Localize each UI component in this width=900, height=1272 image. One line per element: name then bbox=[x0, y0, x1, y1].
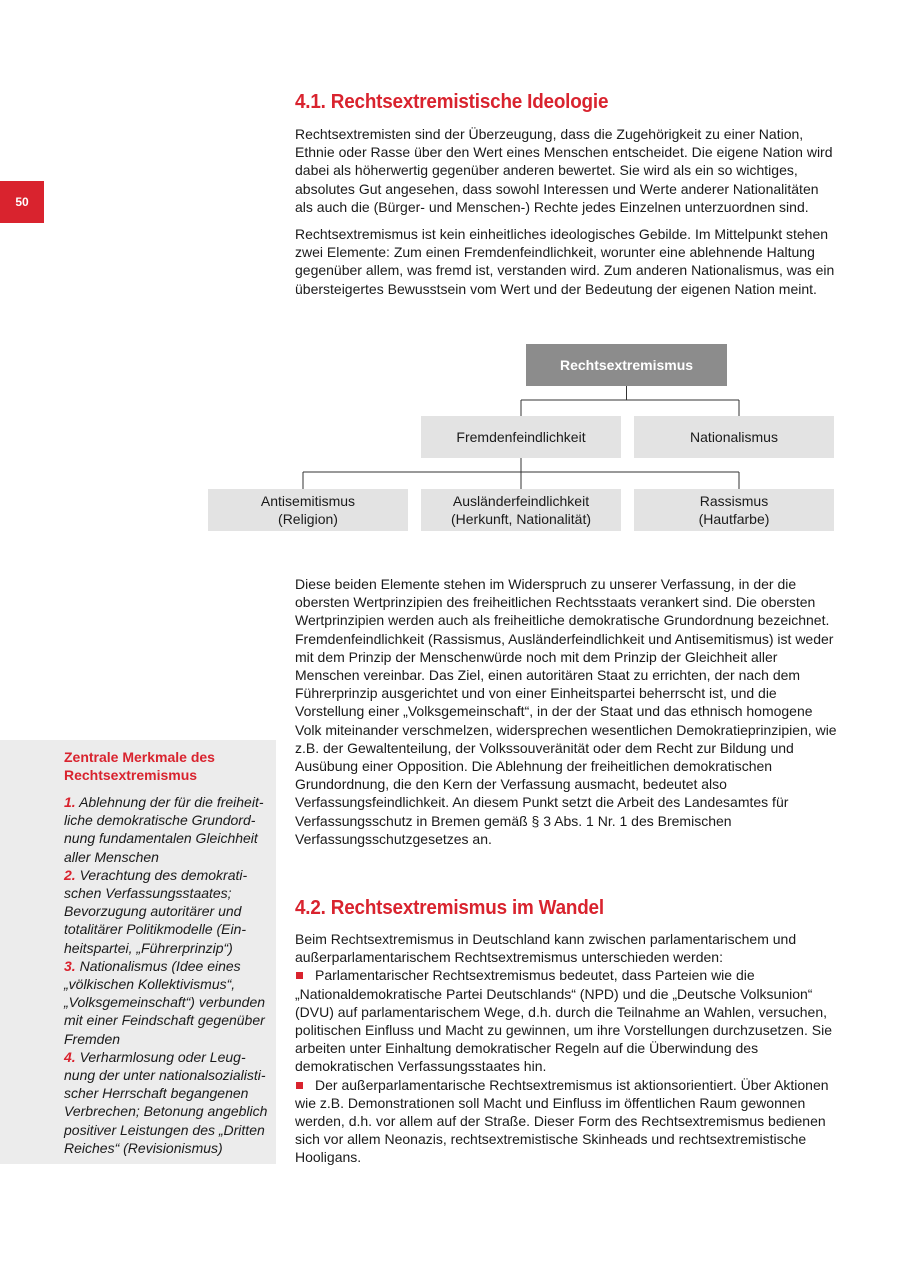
diagram-sublabel-rassismus: (Hautfarbe) bbox=[698, 511, 770, 527]
bullet-text-ausserparlamentarisch: Der außerparlamentarische Rechtsextremismus ist aktionsorientiert. Über Aktionen wie z.B. Demonstrationen soll Macht und Einfluss im öffentlichen Raum gewonnen werden, d.h. vor allem auf der Straße. Dieser Form des Rechtsextremismus bedienen sich vor allem Neonazis, rechtsextremistische Skinheads und rechtsextremistische Hooligans. bbox=[295, 1076, 829, 1166]
bullet-text-parlamentarisch: Parlamentarischer Rechtsextremismus bedeutet, dass Parteien wie die „Nationaldemokratische Partei Deutschlands“ (NPD) und die „Deutsche Volksunion“ (DVU) auf parlamentarischem Wege, d.h. durch die Teilnahme an Wahlen, versuchen, politischen Einfluss und Macht zu gewinnen, um ihre Vorstellungen durchzusetzen. Sie arbeiten unter Einhaltung demokratischer Regeln auf die Überwindung des demokratischen Verfassungsstaates hin. bbox=[295, 967, 832, 1075]
section-wandel bbox=[295, 896, 840, 1167]
section-heading-4-2: 4.2. Rechtsextremismus im Wandel bbox=[295, 896, 604, 919]
sidebar-item-number: 4. bbox=[64, 1048, 76, 1065]
diagram-box-antisemitismus bbox=[208, 489, 408, 531]
section-ideologie bbox=[295, 90, 840, 298]
diagram-label-auslaenderfeindlichkeit: Ausländerfeindlichkeit bbox=[452, 492, 590, 509]
diagram-label-nationalismus: Nationalismus bbox=[690, 428, 778, 445]
bullet-list-wandel bbox=[295, 966, 840, 1166]
diagram-label-fremdenfeindlichkeit: Fremdenfeindlichkeit bbox=[456, 428, 586, 445]
sidebar-item-1 bbox=[64, 793, 276, 866]
sidebar-item-4 bbox=[64, 1048, 276, 1157]
bullet-square-icon bbox=[296, 1082, 303, 1089]
sidebar-item-text: Ablehnung der für die freiheit- liche demokratische Grundord- nung fundamentalen Gleichheit aller Menschen bbox=[64, 794, 264, 865]
paragraph-verfassung: Diese beiden Elemente stehen im Widerspruch zu unserer Verfassung, in der die obersten Wertprinzipien des freiheitlichen Rechtsstaats verankert sind. Die obersten Wertprinzipien werden auch als freiheitliche demokratische Grundordnung bezeichnet. Fremdenfeindlichkeit (Rassismus, Ausländerfeindlichkeit und Antisemitismus) ist weder mit dem Prinzip der Menschenwürde noch mit dem Prinzip der Gleichheit aller Menschen vereinbar. Das Ziel, einen autoritären Staat zu errichten, der nach dem Führerprinzip ausgerichtet und von einer Einheitspartei beherrscht ist, und die Vorstellung einer „Volksgemeinschaft“, in der der Staat und das ethnisch homogene Volk miteinander verschmelzen, widersprechen wesentlichen Demokratieprinzipien, wie z.B. der Gewaltenteilung, der Volkssouveränität oder dem Recht zur Bildung und Ausübung einer Opposition. Die Ablehnung der freiheitlichen demokratischen Grundordnung, die den Kern der Verfassung ausmacht, bedeutet also Verfassungsfeindlichkeit. An diesem Punkt setzt die Arbeit des Landesamtes für Verfassungsschutz in Bremen gemäß § 3 Abs. 1 Nr. 1 des Bremischen Verfassungsschutzgesetzes an. bbox=[295, 576, 837, 847]
sidebar-item-text: Verharmlosung oder Leug- nung der unter nationalsozialisti- scher Herrschaft begangenen Verbrechen; Betonung angeblich positiver Leistungen des „Dritten Reiches“ (Revisionismus) bbox=[64, 1048, 268, 1156]
section-verfassung bbox=[295, 575, 840, 848]
sidebar-item-text: Nationalismus (Idee eines „völkischen Kollektivismus“, „Volksgemeinschaft“) verbunden mit einer Feindschaft gegenüber Fremden bbox=[64, 957, 266, 1047]
diagram-sublabel-auslaenderfeindlichkeit: (Herkunft, Nationalität) bbox=[450, 511, 592, 527]
diagram-box-nationalismus bbox=[634, 416, 834, 458]
sidebar-item-3 bbox=[64, 957, 276, 1048]
sidebar-item-number: 2. bbox=[64, 866, 76, 883]
diagram-box-auslaenderfeindlichkeit bbox=[421, 489, 621, 531]
section-heading-4-1: 4.1. Rechtsextremistische Ideologie bbox=[295, 90, 609, 113]
diagram-label-rassismus: Rassismus bbox=[699, 492, 769, 509]
sidebar-merkmale bbox=[0, 740, 276, 1164]
sidebar-item-2 bbox=[64, 866, 276, 957]
diagram-label-antisemitismus: Antisemitismus bbox=[260, 492, 356, 509]
sidebar-item-number: 1. bbox=[64, 794, 76, 810]
diagram-box-fremdenfeindlichkeit bbox=[421, 416, 621, 458]
list-item bbox=[295, 1076, 840, 1167]
diagram-root-box bbox=[526, 344, 727, 386]
diagram-box-rassismus bbox=[634, 489, 834, 531]
bullet-square-icon bbox=[296, 972, 303, 979]
page-number: 50 bbox=[0, 181, 44, 223]
sidebar-title: Zentrale Merkmale des Rechtsextremismus bbox=[64, 749, 215, 783]
diagram-sublabel-antisemitismus: (Religion) bbox=[278, 511, 338, 527]
sidebar-item-number: 3. bbox=[64, 957, 76, 974]
paragraph-ideologie-2: Rechtsextremismus ist kein einheitliches ideologisches Gebilde. Im Mittelpunkt stehen zwei Elemente: Zum einen Fremdenfeindlichkeit, worunter eine ablehnende Haltung gegenüber allem, was fremd ist, verstanden wird. Zum anderen Nationalismus, was ein übersteigertes Bewusstsein vom Wert und der Bedeutung der eigenen Nation meint. bbox=[295, 226, 835, 297]
paragraph-ideologie-1: Rechtsextremisten sind der Überzeugung, dass die Zugehörigkeit zu einer Nation, Ethnie oder Rasse über den Wert eines Menschen entscheidet. Die eigene Nation wird dabei als höherwertig gegenüber anderen bewertet. Sie wird als ein so wichtiges, absolutes Gut angesehen, dass sowohl Interessen und Werte anderer Nationalitäten als auch die (Bürger- und Menschen-) Rechte jedes Einzelnen unterzuordnen sind. bbox=[295, 126, 833, 215]
sidebar-item-text: Verachtung des demokrati- schen Verfassungsstaates; Bevorzugung autoritärer und totalitärer Politikmodelle (Ein- heitspartei, „Führerprinzip“) bbox=[64, 866, 248, 956]
paragraph-wandel-intro: Beim Rechtsextremismus in Deutschland kann zwischen parlamentarischem und außerparlamentarischem Rechtsextremismus unterschieden werden: bbox=[295, 931, 797, 966]
list-item bbox=[295, 966, 840, 1075]
diagram-root-label: Rechtsextremismus bbox=[559, 356, 694, 373]
